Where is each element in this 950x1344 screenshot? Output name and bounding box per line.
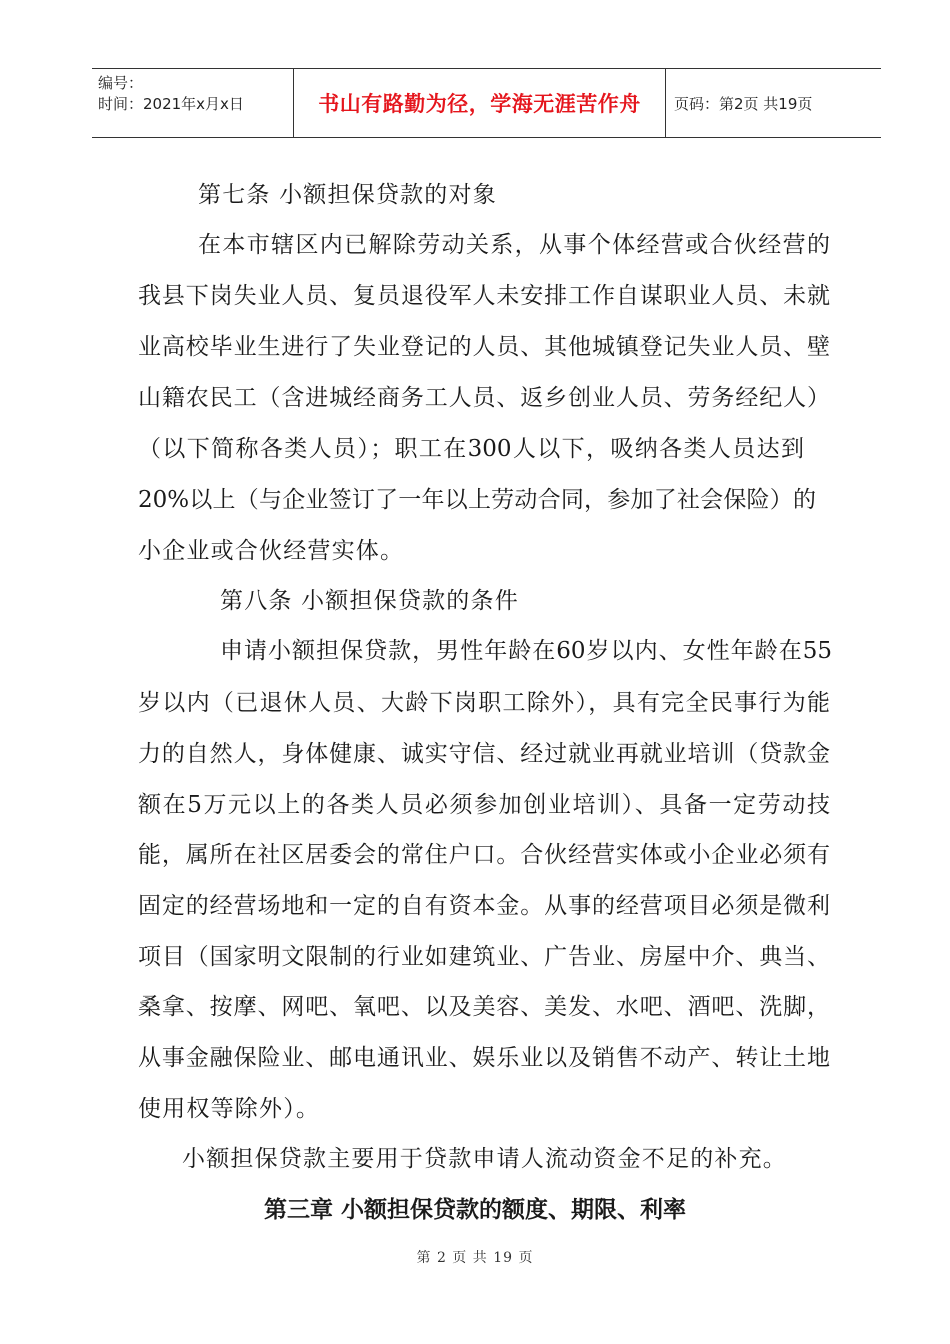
- article-7-line: 小企业或合伙经营实体。: [138, 538, 405, 564]
- article-7-line: 山籍农民工（含进城经商务工人员、返乡创业人员、劳务经纪人）: [138, 385, 830, 411]
- article-8-note: 小额担保贷款主要用于贷款申请人流动资金不足的补充。: [182, 1146, 787, 1172]
- article-8-line: 力的自然人，身体健康、诚实守信、经过就业再就业培训（贷款金: [138, 741, 830, 767]
- document-number-label: 编号：: [98, 74, 144, 92]
- header-motto: 书山有路勤为径，学海无涯苦作舟: [294, 69, 666, 137]
- page-footer: 第 2 页 共 19 页: [416, 1250, 534, 1266]
- article-8-title: 第八条 小额担保贷款的条件: [220, 588, 519, 614]
- article-7-line: 我县下岗失业人员、复员退役军人未安排工作自谋职业人员、未就: [138, 283, 830, 309]
- article-8-line: 固定的经营场地和一定的自有资本金。从事的经营项目必须是微利: [138, 893, 830, 919]
- article-8-line: 桑拿、按摩、网吧、氧吧、以及美容、美发、水吧、酒吧、洗脚，: [138, 994, 830, 1020]
- article-7-line: 20%以上（与企业签订了一年以上劳动合同，参加了社会保险）的: [138, 487, 816, 513]
- page-header: [92, 68, 881, 138]
- article-8-line: 岁以内（已退休人员、大龄下岗职工除外），具有完全民事行为能: [138, 690, 830, 716]
- article-7-line: 业高校毕业生进行了失业登记的人员、其他城镇登记失业人员、壁: [138, 334, 830, 360]
- article-7-line: （以下简称各类人员）；职工在300人以下，吸纳各类人员达到: [138, 436, 804, 462]
- document-time-label: 时间：2021年x月x日: [98, 95, 244, 113]
- article-8-line: 申请小额担保贷款，男性年龄在60岁以内、女性年龄在55: [220, 638, 832, 664]
- article-8-line: 项目（国家明文限制的行业如建筑业、广告业、房屋中介、典当、: [138, 944, 830, 970]
- article-8-line: 使用权等除外）。: [138, 1096, 321, 1122]
- header-page-info: 页码：第2页 共19页: [674, 94, 813, 113]
- article-8-line: 额在5万元以上的各类人员必须参加创业培训）、具备一定劳动技: [138, 792, 830, 818]
- chapter-heading: 第三章 小额担保贷款的额度、期限、利率: [263, 1197, 686, 1223]
- article-7-title: 第七条 小额担保贷款的对象: [198, 182, 497, 208]
- article-8-line: 从事金融保险业、邮电通讯业、娱乐业以及销售不动产、转让土地: [138, 1045, 830, 1071]
- article-8-line: 能，属所在社区居委会的常住户口。合伙经营实体或小企业必须有: [138, 842, 830, 868]
- article-7-line: 在本市辖区内已解除劳动关系，从事个体经营或合伙经营的: [198, 232, 830, 258]
- header-meta: [92, 69, 294, 137]
